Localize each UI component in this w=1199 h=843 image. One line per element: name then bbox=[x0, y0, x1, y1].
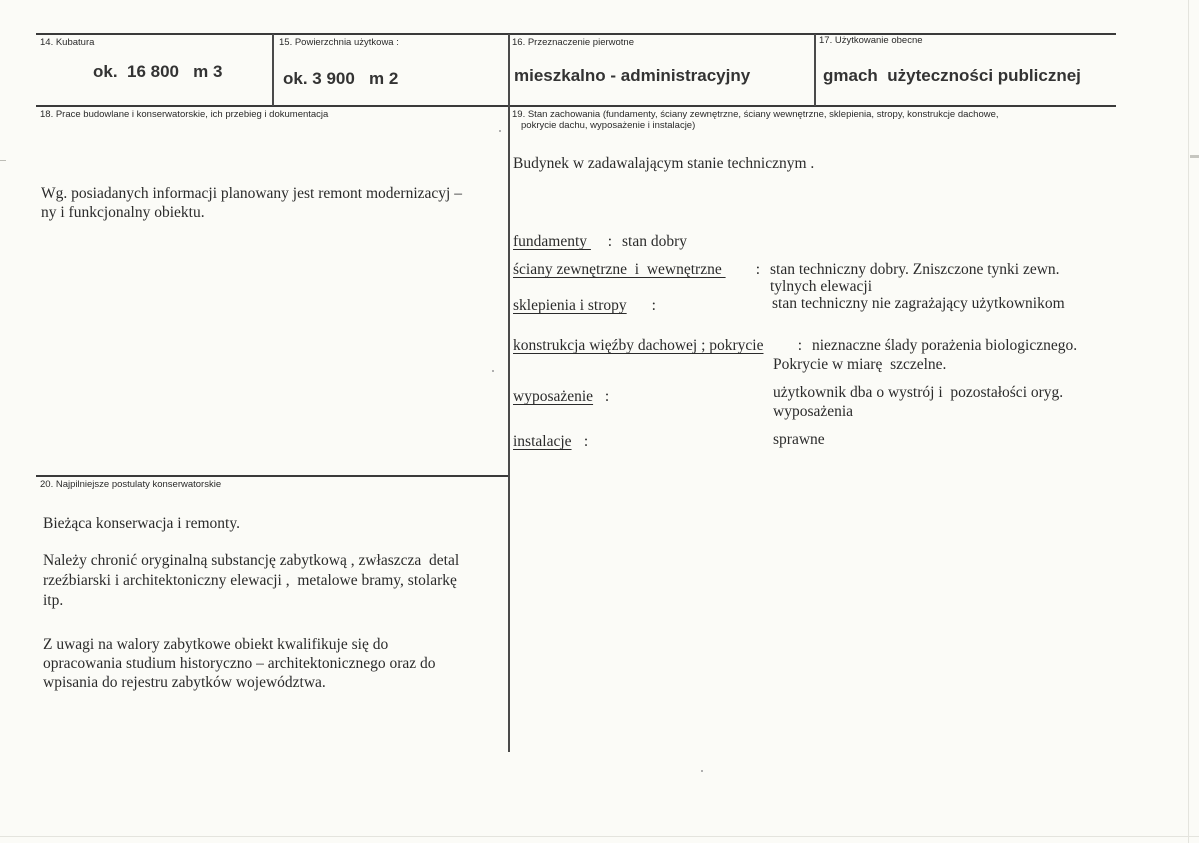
paragraph-line: itp. bbox=[43, 592, 64, 609]
condition-separator: : bbox=[790, 337, 810, 354]
row-divider-2 bbox=[36, 475, 510, 477]
condition-separator: : bbox=[600, 233, 620, 250]
field-label: 14. Kubatura bbox=[40, 37, 95, 48]
condition-value: stan techniczny nie zagrażający użytkownikom bbox=[772, 295, 1065, 312]
field-value: ok. 16 800 m 3 bbox=[93, 62, 223, 81]
field-value: mieszkalno - administracyjny bbox=[514, 66, 751, 85]
col-divider-2 bbox=[508, 34, 510, 752]
paragraph-line: Z uwagi na walory zabytkowe obiekt kwalifikuje się do bbox=[43, 636, 389, 653]
field-label: 19. Stan zachowania (fundamenty, ściany zewnętrzne, ściany wewnętrzne, sklepienia, stropy, konstrukcje dachowe, bbox=[512, 109, 999, 120]
text-line: ny i funkcjonalny obiektu. bbox=[41, 204, 205, 221]
condition-term: wyposażenie bbox=[513, 388, 594, 405]
condition-value: stan dobry bbox=[622, 233, 688, 250]
condition-separator: : bbox=[640, 297, 656, 314]
condition-term: sklepienia i stropy bbox=[513, 297, 627, 314]
condition-value-cont: wyposażenia bbox=[773, 403, 854, 420]
paragraph-line: Należy chronić oryginalną substancję zabytkową , zwłaszcza detal bbox=[43, 552, 460, 569]
row-divider-1 bbox=[36, 105, 1116, 107]
condition-value-cont: tylnych elewacji bbox=[770, 278, 872, 295]
paper-edge bbox=[1188, 0, 1189, 843]
condition-value: nieznaczne ślady porażenia biologicznego. bbox=[812, 337, 1078, 354]
field-value: ok. 3 900 m 2 bbox=[283, 69, 399, 88]
condition-value: użytkownik dba o wystrój i pozostałości oryg. bbox=[773, 384, 1064, 401]
condition-term: instalacje bbox=[513, 433, 572, 450]
paragraph: Bieżąca konserwacja i remonty. bbox=[43, 515, 240, 532]
condition-term: fundamenty bbox=[513, 233, 591, 250]
condition-value-cont: Pokrycie w miarę szczelne. bbox=[773, 356, 947, 373]
col-divider-3 bbox=[814, 34, 816, 106]
condition-value: sprawne bbox=[773, 431, 825, 448]
table-top-border bbox=[36, 33, 1116, 35]
field-label: 20. Najpilniejsze postulaty konserwatorskie bbox=[40, 479, 222, 490]
summary-text: Budynek w zadawalającym stanie technicznym . bbox=[513, 155, 815, 172]
condition-separator: : bbox=[580, 433, 589, 450]
field-label: pokrycie dachu, wyposażenie i instalacje) bbox=[521, 120, 696, 131]
field-label: 15. Powierzchnia użytkowa : bbox=[279, 37, 399, 48]
paragraph-line: wpisania do rejestru zabytków województwa. bbox=[43, 674, 326, 691]
condition-value: stan techniczny dobry. Zniszczone tynki zewn. bbox=[770, 261, 1060, 278]
field-label: 16. Przeznaczenie pierwotne bbox=[512, 37, 634, 48]
condition-separator: : bbox=[748, 261, 768, 278]
paragraph-line: rzeźbiarski i architektoniczny elewacji , metalowe bramy, stolarkę bbox=[43, 572, 457, 589]
scan-speck bbox=[492, 370, 494, 372]
scan-mark bbox=[0, 160, 6, 161]
condition-term: ściany zewnętrzne i wewnętrzne bbox=[513, 261, 726, 278]
condition-term: konstrukcja więźby dachowej ; pokrycie bbox=[513, 337, 764, 354]
field-label: 18. Prace budowlane i konserwatorskie, ich przebieg i dokumentacja bbox=[40, 109, 329, 120]
field-value: gmach użyteczności publicznej bbox=[823, 66, 1081, 85]
text-line: Wg. posiadanych informacji planowany jest remont modernizacyj – bbox=[41, 185, 462, 202]
scan-speck bbox=[701, 770, 703, 772]
paragraph-line: opracowania studium historyczno – architektonicznego oraz do bbox=[43, 655, 436, 672]
scan-mark bbox=[1190, 155, 1199, 158]
field-label: 17. Użytkowanie obecne bbox=[819, 35, 923, 46]
scan-speck bbox=[499, 130, 501, 132]
paper-edge bbox=[0, 836, 1199, 837]
col-divider-1 bbox=[272, 34, 274, 106]
condition-separator: : bbox=[601, 388, 610, 405]
